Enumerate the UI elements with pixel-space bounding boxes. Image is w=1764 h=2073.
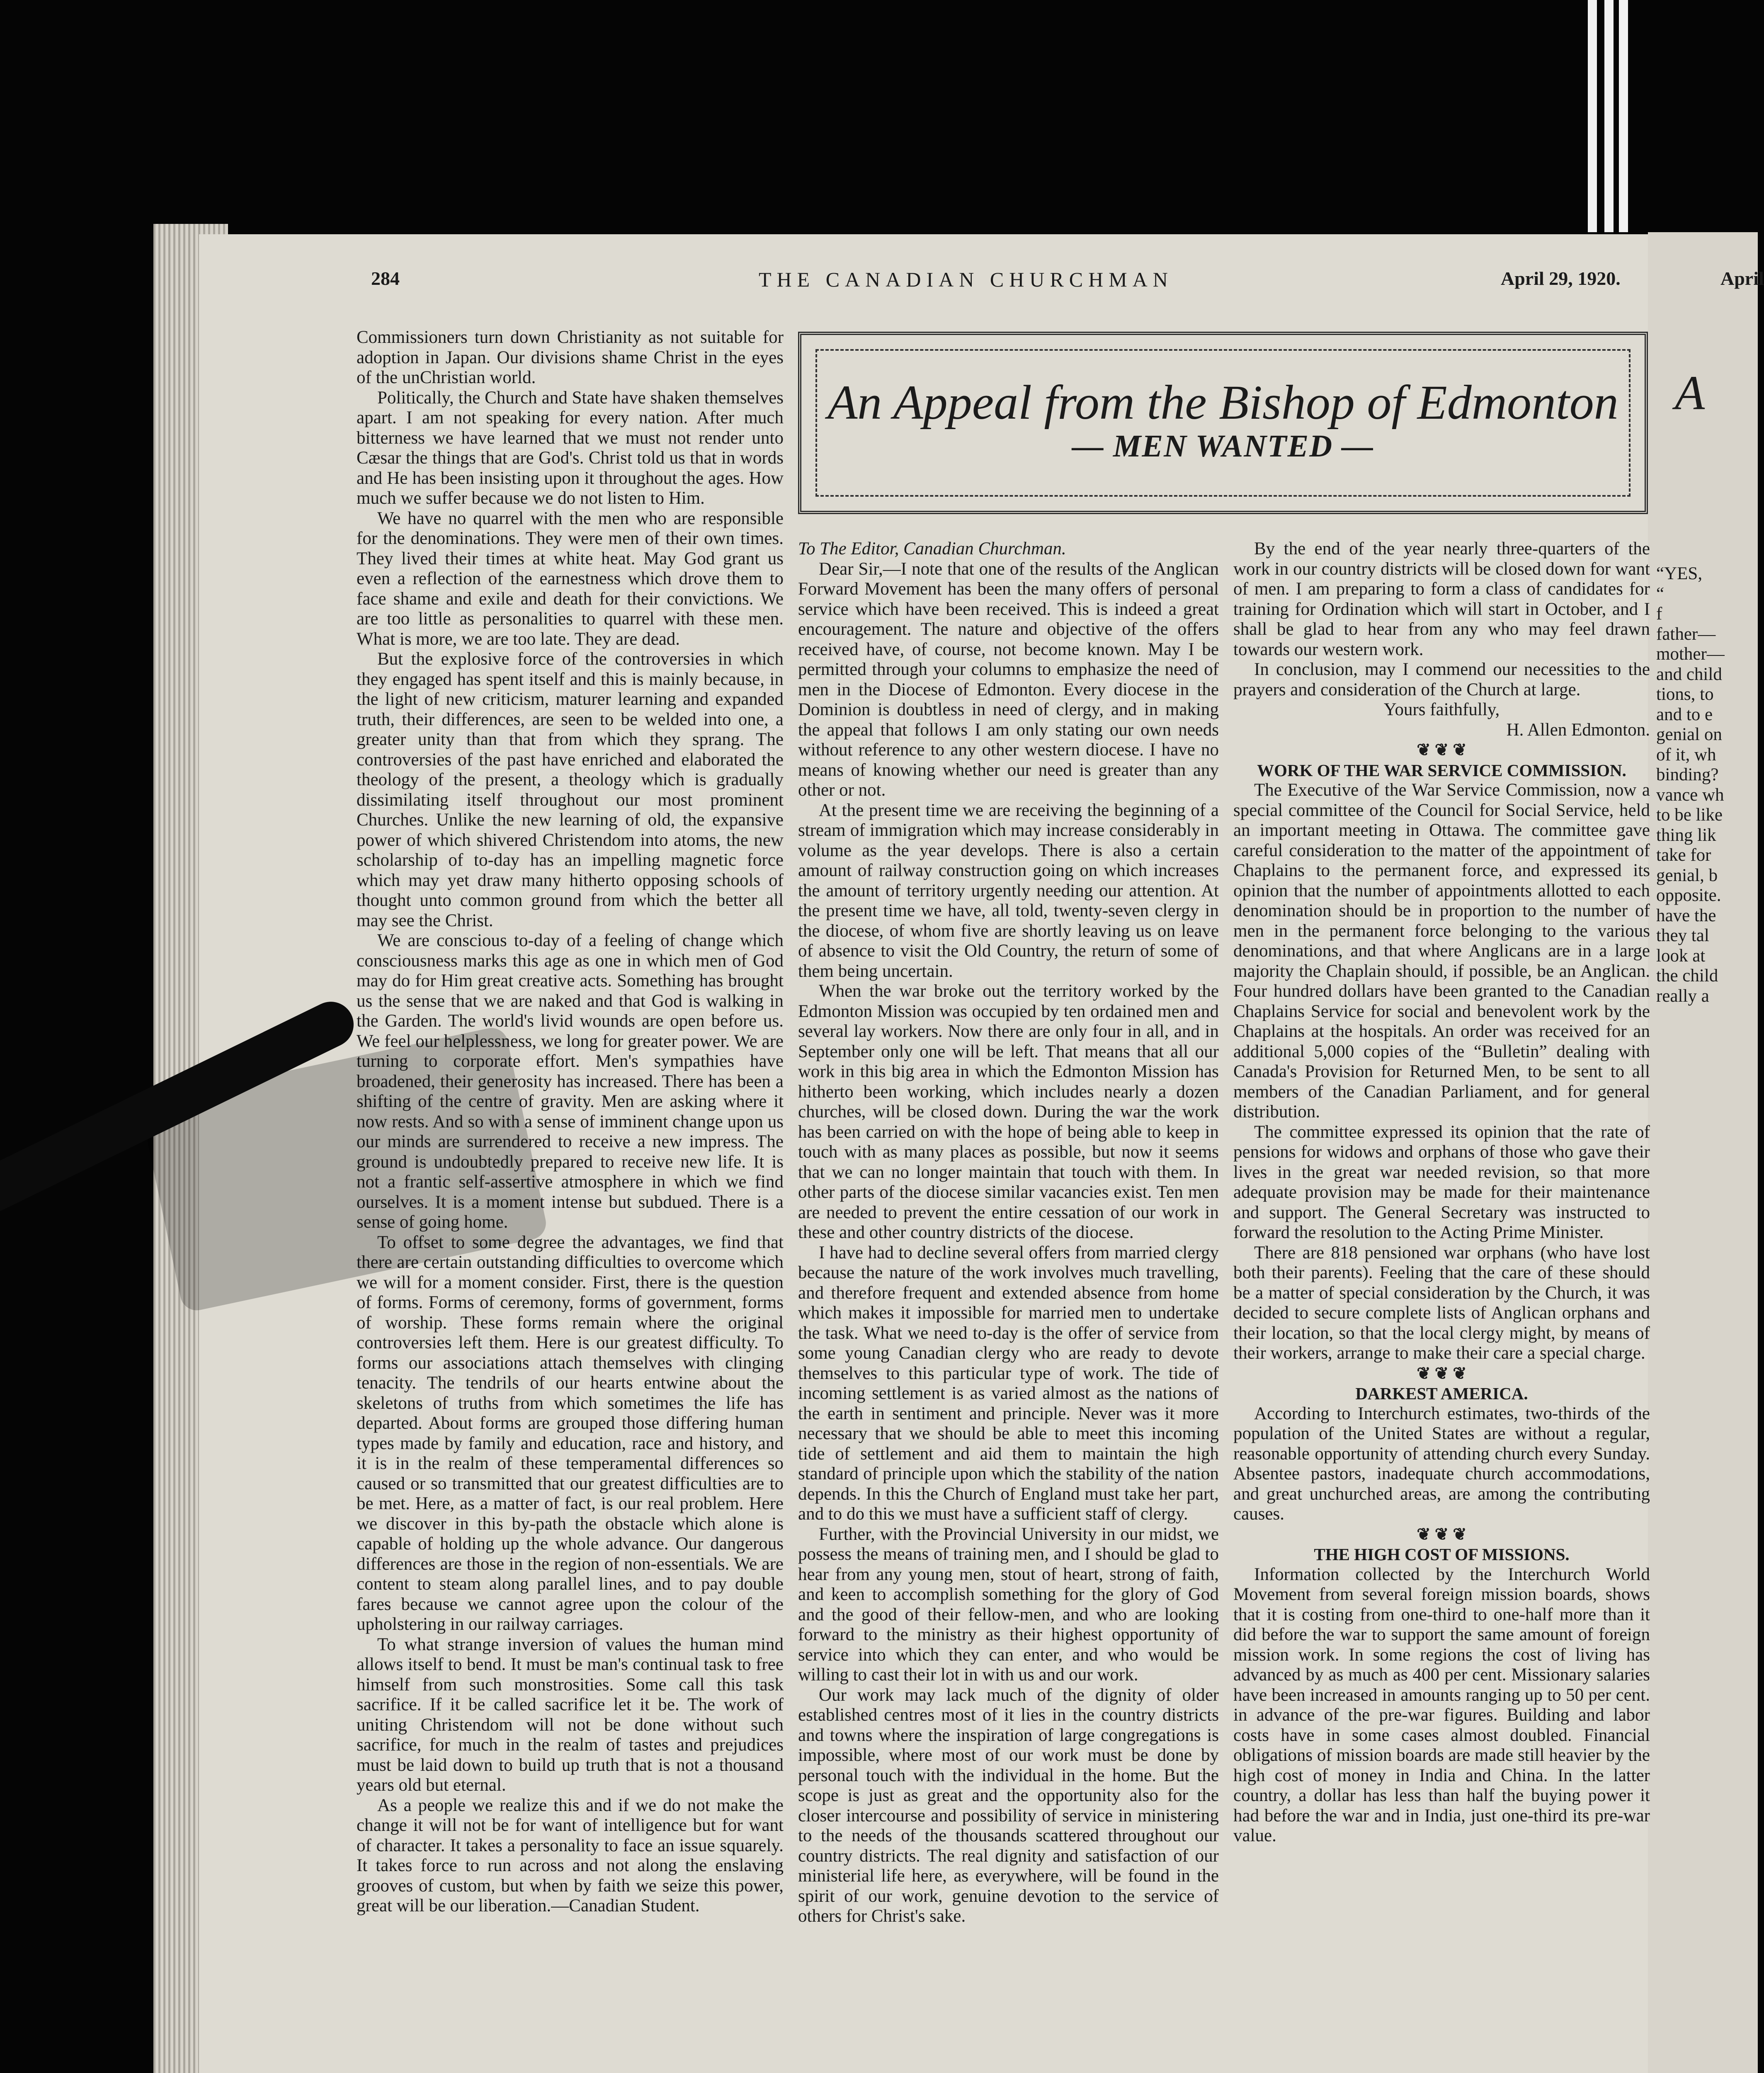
facing-line: vance wh	[1656, 785, 1724, 805]
paragraph: Politically, the Church and State have shaken themselves apart. I am not speaking for every nation. After much bitterness we have learned that we must not render unto Cæsar the things that are God's. Christ told us that in words and He has been insisting upon it throughout the ages. How much we suffer because we do not listen to Him.	[357, 388, 784, 508]
facing-line: and child	[1656, 664, 1722, 684]
facing-page-header: April	[1720, 268, 1764, 289]
facing-line: to be like	[1656, 805, 1723, 825]
paragraph: But the explosive force of the controversies in which they engaged has spent itself and this is mainly because, in the light of new criticism, maturer learning and expanded truth, their differences, are seen to be welded into one, a greater unity than that from which they sprang. The controversies of the past have enriched and elaborated the theology of the present, a theology which is gradually dissimilating itself throughout our most prominent Churches. Unlike the new learning of old, the expansive power of which shivered Christendom into atoms, the new scholarship of to-day has an impelling magnetic force which may yet draw many hitherto opposing schools of thought unto common ground from which the better all may see the Christ.	[357, 649, 784, 930]
facing-page-text	[1656, 564, 1725, 1006]
paragraph: Further, with the Provincial University in our midst, we possess the means of training men, and I should be glad to hear from any young men, stout of heart, strong of faith, and keen to accomplish something for the glory of God and the good of their fellow-men, and who are looking forward to the ministry as their highest opportunity of service into which they can enter, and who would be willing to cast their lot in with us and our work.	[798, 1524, 1219, 1685]
paragraph: We are conscious to-day of a feeling of change which consciousness marks this age as one in which men of God may do for Him great creative acts. Something has brought us the sense that we are naked and that God is walking in the Garden. The world's livid wounds are open before us. We feel our helplessness, we long for greater power. We are turning to corporate effort. Men's sympathies have broadened, their generosity has increased. There has been a shifting of the centre of gravity. Men are asking where it now rests. And so with a sense of imminent change upon us our minds are surrendered to receive a new impress. The ground is undoubtedly prepared to receive new life. It is not a frantic self-assertive atmosphere in which we find ourselves. It is a moment intense but subdued. There is a sense of going home.	[357, 931, 784, 1232]
paragraph: In conclusion, may I commend our necessities to the prayers and consideration of the Church at large.	[1233, 660, 1650, 699]
salutation: To The Editor, Canadian Churchman.	[798, 539, 1066, 558]
film-edge-strip	[1604, 0, 1614, 232]
facing-line: have the	[1656, 905, 1716, 925]
ornament: ❦ ❦ ❦	[1417, 1364, 1467, 1383]
signature: H. Allen Edmonton.	[1506, 720, 1650, 740]
facing-line: f	[1656, 604, 1662, 624]
letter-column	[798, 539, 1219, 1927]
section-heading: DARKEST AMERICA.	[1355, 1384, 1528, 1403]
paragraph: We have no quarrel with the men who are responsible for the denominations. They were men of their own times. They lived their times at white heat. May God grant us even a reflection of the earnestness which drove them to face shame and exile and death for their convictions. We are too little as personalities to quarrel with these men. What is more, we are too late. They are dead.	[357, 508, 784, 649]
ornament: ❦ ❦ ❦	[1417, 1524, 1467, 1544]
facing-line: the child	[1656, 966, 1718, 986]
paragraph: To what strange inversion of values the human mind allows itself to bend. It must be man's continual task to free himself from such monstrosities. Some call this task sacrifice. If it be called sacrifice let it be. The work of uniting Christendom will not be done without such sacrifice, for much in the realm of tastes and prejudices must be laid down to build up truth that is not a thousand years old but eternal.	[357, 1634, 784, 1795]
facing-line: “	[1656, 584, 1665, 604]
film-edge-strip	[1619, 0, 1628, 232]
masthead: THE CANADIAN CHURCHMAN	[759, 268, 1173, 291]
paragraph: According to Interchurch estimates, two-thirds of the population of the United States are without a regular, reasonable opportunity of attending church every Sunday. Absentee pastors, inadequate church accommodations, and great unchurched areas, are among the contributing causes.	[1233, 1403, 1650, 1524]
facing-line: and to e	[1656, 704, 1713, 724]
news-column	[1233, 539, 1650, 1846]
facing-line: genial on	[1656, 725, 1722, 744]
page-number: 284	[371, 268, 400, 289]
facing-page	[1648, 232, 1758, 2073]
paragraph: There are 818 pensioned war orphans (who have lost both their parents). Feeling that the care of these should be a matter of special consideration by the Church, it was decided to secure complete lists of Anglican orphans and their location, so that the local clergy might, by means of their workers, arrange to make their care a special charge.	[1233, 1243, 1650, 1363]
facing-line: really a	[1656, 986, 1709, 1006]
paragraph: When the war broke out the territory worked by the Edmonton Mission was occupied by ten ordained men and several lay workers. Now there are only four in all, and in September only one will be left. That means that all our work in this big area in which the Edmonton Mission has hitherto been working, which includes nearly a dozen churches, will be closed down. During the war the work has been carried on with the hope of being able to keep in touch with as many places as possible, but now it seems that we can no longer maintain that touch with them. In other parts of the diocese similar vacancies exist. Ten men are needed to prevent the entire cessation of our work in these and other country districts of the diocese.	[798, 981, 1219, 1242]
facing-line: look at	[1656, 946, 1706, 966]
facing-line: tions, to	[1656, 685, 1714, 704]
section-heading: THE HIGH COST OF MISSIONS.	[1314, 1545, 1570, 1564]
ornament: ❦ ❦ ❦	[1417, 740, 1467, 759]
section-heading: WORK OF THE WAR SERVICE COMMISSION.	[1257, 760, 1626, 780]
paragraph: As a people we realize this and if we do not make the change it will not be for want of intelligence but for want of character. It takes a personality to face an issue squarely. It takes force to run across and not along the enslaving grooves of custom, but when by faith we seize this power, great will be our liberation.—Canadian Student.	[357, 1795, 784, 1915]
issue-date: April 29, 1920.	[1501, 268, 1621, 289]
paragraph: Dear Sir,—I note that one of the results of the Anglican Forward Movement has been the many offers of personal service which have been received. This is indeed a great encouragement. The nature and objective of the offers received have, of course, not become known. May I be permitted through your columns to emphasize the need of men in the Diocese of Edmonton. Every diocese in the Dominion is doubtless in need of clergy, and in making the appeal that follows I am only stating our own needs without reference to any other western diocese. I have no means of knowing whether our need is greater than any other or not.	[798, 559, 1219, 800]
paragraph: At the present time we are receiving the beginning of a stream of immigration which may increase considerably in volume as the year develops. There is also a certain amount of railway construction going on which increases the amount of territory urgently needing our attention. At the present time we have, all told, twenty-seven clergy in the diocese, of whom five are shortly leaving us on leave of absence to visit the Old Country, the return of some of them being uncertain.	[798, 800, 1219, 981]
facing-line: mother—	[1656, 644, 1725, 664]
facing-line: they tal	[1656, 926, 1709, 945]
facing-line: opposite.	[1656, 886, 1721, 905]
banner-title: An Appeal from the Bishop of Edmonton	[827, 375, 1618, 430]
paragraph: I have had to decline several offers from married clergy because the nature of the work involves much travelling, and therefore frequent and extended absence from home which makes it impossible for married men to undertake the task. What we need to-day is the offer of service from some young Canadian clergy who are ready to devote themselves to this particular type of work. The tide of incoming settlement is as varied almost as the nations of the earth in sentiment and principle. Never was it more necessary that we should be able to meet this incoming tide of settlement and aid them to maintain the high standard of principle upon which the stability of the nation depends. In this the Church of England must take her part, and to do this we must have a sufficient staff of clergy.	[798, 1243, 1219, 1524]
facing-line: of it, wh	[1656, 745, 1716, 765]
facing-line: thing lik	[1656, 825, 1716, 845]
facing-line: binding?	[1656, 765, 1719, 784]
closing: Yours faithfully,	[1383, 700, 1500, 719]
paragraph: Our work may lack much of the dignity of older established centres most of it lies in the country districts and towns where the inspiration of large congregations is impossible, where most of our work must be done by personal touch with the individual in the home. But the scope is just as great and the opportunity also for the closer intercourse and possibility of service in ministering to the needs of the thousands scattered throughout our country districts. The real dignity and satisfaction of our ministerial life here, as everywhere, will be found in the spirit of our work, genuine devotion to the service of others for Christ's sake.	[798, 1685, 1219, 1926]
facing-line: “YES,	[1656, 564, 1703, 583]
banner-subtitle: — MEN WANTED —	[1072, 429, 1374, 464]
paragraph: Commissioners turn down Christianity as not suitable for adoption in Japan. Our divisions shame Christ in the eyes of the unChristian world.	[357, 328, 784, 387]
facing-line: take for	[1656, 845, 1711, 865]
paragraph: To offset to some degree the advantages, we find that there are certain outstanding difficulties to overcome which we will for a moment consider. First, there is the question of forms. Forms of ceremony, forms of government, forms of worship. These forms remain where the original controversies left them. Here is our greatest difficulty. To forms our associations attach themselves with clinging tenacity. The tendrils of our hearts entwine about the skeletons of truths from which sometimes the life has departed. About forms are grouped those differing human types made by family and education, race and history, and it is in the realm of these temperamental differences so caused or so transmitted that our greatest difficulties are to be met. Here, as a matter of fact, is our real problem. Here we discover in this by-path the obstacle which alone is capable of holding up the whole advance. Our dangerous differences are those in the region of non-essentials. We are content to steam along parallel lines, and to pay double fares because we cannot agree upon the colour of the upholstering in our railway carriages.	[357, 1232, 784, 1634]
paragraph: By the end of the year nearly three-quarters of the work in our country districts will be closed down for want of men. I am preparing to form a class of candidates for training for Ordination which will start in October, and I shall be glad to hear from any who may feel drawn towards our western work.	[1233, 539, 1650, 659]
paragraph: The committee expressed its opinion that the rate of pensions for widows and orphans of those who gave their lives in the great war needed revision, so that more adequate provision may be made for their maintenance and support. The General Secretary was instructed to forward the resolution to the Acting Prime Minister.	[1233, 1122, 1650, 1242]
paragraph: The Executive of the War Service Commission, now a special committee of the Council for Social Service, held an important meeting in Ottawa. The committee gave careful consideration to the matter of the appointment of Chaplains to the permanent force, and expressed its opinion that the number of appointments allotted to each denomination should be in proportion to the number of men in the permanent force belonging to the various denominations, and that where Anglicans are in a large majority the Chaplain should, if possible, be an Anglican. Four hundred dollars have been granted to the Canadian Chaplains Service for social and benevolent work by the Chaplains at the hospitals. An order was received for an additional 5,000 copies of the “Bulletin” dealing with Canada's Provision for Returned Men, to be sent to all members of the Canadian Parliament, and for general distribution.	[1233, 780, 1650, 1121]
facing-page-initial: A	[1675, 366, 1705, 420]
paragraph: Information collected by the Interchurch World Movement from several foreign mission boards, shows that it is costing from one-third to one-half more than it did before the war to support the same amount of foreign mission work. In some regions the cost of living has advanced by as much as 400 per cent. Missionary salaries have been increased in amounts ranging up to 50 per cent. in advance of the pre-war figures. Building and labor costs have in some cases almost doubled. Financial obligations of mission boards are made still heavier by the high cost of money in India and China. In the latter country, a dollar has less than half the buying power it had before the war and in India, just one-third its pre-war value.	[1233, 1564, 1650, 1845]
facing-line: father—	[1656, 624, 1716, 644]
film-edge-strip	[1588, 0, 1597, 232]
facing-line: genial, b	[1656, 865, 1718, 885]
appeal-banner	[798, 332, 1648, 514]
